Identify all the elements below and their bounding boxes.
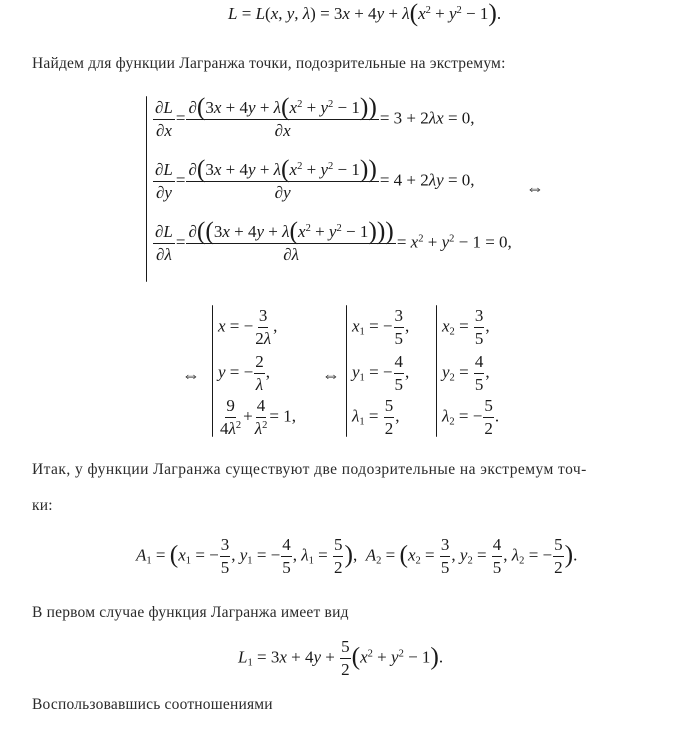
solution2-y: $y_2$ = $\frac{4}{5}$ ,: [442, 352, 490, 394]
paragraph-two-points-cont: ки:: [32, 497, 53, 514]
solution1-x: $x_1$ = − $\frac{3}{5}$ ,: [352, 306, 410, 348]
equation-dL-dlambda: $\frac{\partial L}{\partial\lambda}$ = $\frac{\partial((3x + 4y + \lambda(x^2 + y^2 - 1)))}{\partial\lambda}$ = $x^2 + y^2 - 1 = 0$,: [155, 216, 512, 264]
paragraph-using-relations: Воспользовавшись соотношениями: [32, 696, 273, 713]
equation-lambda-condition: $\frac{9}{4\lambda^2}$ + $\frac{4}{\lambda^2}$ = 1,: [220, 396, 296, 438]
system-brace-solution1: [346, 305, 347, 437]
equation-dL-dx: $\frac{\partial L}{\partial x}$ = $\frac{\partial(3x + 4y + \lambda(x^2 + y^2 - 1))}{\partial x}$ = 3 + 2λx = 0,: [155, 92, 475, 140]
iff-arrow: ⇔: [322, 365, 340, 385]
equation-x-of-lambda: x = − $\frac{3}{2\lambda}$ ,: [218, 306, 278, 348]
iff-arrow: ⇔: [526, 178, 544, 198]
paragraph-first-case: В первом случае функция Лагранжа имеет вид: [32, 604, 349, 621]
equation-L1: $L_1 = 3x + 4y$ + $\frac{5}{2}$ $(x^2 + y^2 - 1)$.: [238, 637, 444, 679]
paragraph-find-points: Найдем для функции Лагранжа точки, подозрительные на экстремум:: [32, 55, 506, 72]
solution2-x: $x_2$ = $\frac{3}{5}$ ,: [442, 306, 490, 348]
solution1-lambda: $\lambda_1$ = $\frac{5}{2}$ ,: [352, 396, 400, 438]
equation-y-of-lambda: y = − $\frac{2}{\lambda}$ ,: [218, 352, 270, 394]
paragraph-two-points: Итак, у функции Лагранжа существуют две подозрительные на экстремум точ-: [32, 461, 587, 478]
system-brace-partials: [146, 96, 147, 282]
equation-lagrangian: L = L(x, y, $\lambda) = 3x + 4y + \lambda(x^2 + y^2 - 1)$.: [228, 0, 502, 28]
equation-points: $A_1 = (x_1$ = − $\frac{3}{5}$ , $y_1$ = − $\frac{4}{5}$ , $\lambda_1$ = $\frac{5}{2}$ ), $A_2 = (x_2$ = $\frac{3}{5}$ , $y_2$ = $\frac{4}{5}$ , $\lambda_2$ = − $\frac{5}{2}$ ).: [136, 535, 578, 577]
system-brace-solved: [212, 305, 213, 437]
solution2-lambda: $\lambda_2$ = − $\frac{5}{2}$ .: [442, 396, 500, 438]
system-brace-solution2: [436, 305, 437, 437]
equation-dL-dy: $\frac{\partial L}{\partial y}$ = $\frac{\partial(3x + 4y + \lambda(x^2 + y^2 - 1))}{\partial y}$ = 4 + 2λy = 0,: [155, 154, 475, 202]
solution1-y: $y_1$ = − $\frac{4}{5}$ ,: [352, 352, 410, 394]
iff-arrow: ⇔: [182, 365, 200, 385]
